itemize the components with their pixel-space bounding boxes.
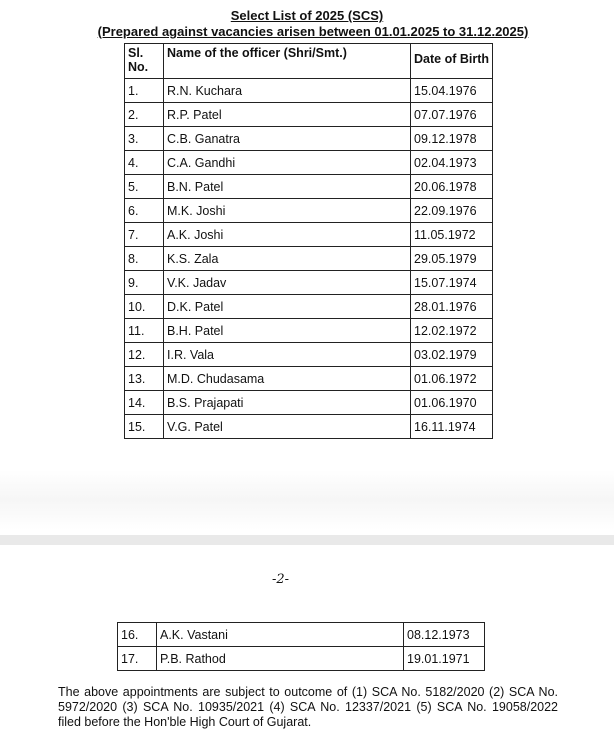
page-separator (0, 535, 614, 545)
header-date-of-birth: Date of Birth (411, 44, 493, 79)
table-row (125, 103, 493, 127)
table-row (125, 319, 493, 343)
cell-sl-no: 6. (125, 199, 164, 223)
cell-date-of-birth: 09.12.1978 (411, 127, 493, 151)
officer-list-table-continued (117, 622, 485, 671)
document-title: Select List of 2025 (SCS) (230, 8, 384, 23)
cell-sl-no: 1. (125, 79, 164, 103)
page-number: -2- (272, 572, 290, 587)
cell-officer-name: K.S. Zala (164, 247, 411, 271)
cell-sl-no: 4. (125, 151, 164, 175)
table-row (125, 79, 493, 103)
cell-sl-no: 13. (125, 367, 164, 391)
cell-sl-no: 3. (125, 127, 164, 151)
table-row (125, 343, 493, 367)
cell-date-of-birth: 15.04.1976 (411, 79, 493, 103)
table-row (125, 175, 493, 199)
cell-sl-no: 16. (118, 623, 157, 647)
scan-smudge (0, 470, 614, 530)
table-row (118, 623, 485, 647)
cell-officer-name: I.R. Vala (164, 343, 411, 367)
cell-officer-name: M.K. Joshi (164, 199, 411, 223)
cell-sl-no: 17. (118, 647, 157, 671)
cell-officer-name: A.K. Vastani (157, 623, 404, 647)
table-row (125, 151, 493, 175)
table-row (125, 271, 493, 295)
table-row (125, 295, 493, 319)
table-row (125, 247, 493, 271)
table-row (125, 223, 493, 247)
table-header-row (125, 44, 493, 79)
header-sl-no: Sl. No. (125, 44, 164, 79)
cell-officer-name: C.A. Gandhi (164, 151, 411, 175)
cell-date-of-birth: 01.06.1972 (411, 367, 493, 391)
cell-date-of-birth: 22.09.1976 (411, 199, 493, 223)
cell-sl-no: 12. (125, 343, 164, 367)
cell-sl-no: 14. (125, 391, 164, 415)
document-subtitle: (Prepared against vacancies arisen between 01.01.2025 to 31.12.2025) (97, 24, 529, 39)
cell-sl-no: 2. (125, 103, 164, 127)
cell-date-of-birth: 16.11.1974 (411, 415, 493, 439)
cell-date-of-birth: 08.12.1973 (404, 623, 485, 647)
table-row (125, 199, 493, 223)
cell-officer-name: R.P. Patel (164, 103, 411, 127)
cell-sl-no: 8. (125, 247, 164, 271)
header-officer-name: Name of the officer (Shri/Smt.) (164, 44, 411, 79)
cell-sl-no: 10. (125, 295, 164, 319)
cell-officer-name: M.D. Chudasama (164, 367, 411, 391)
cell-sl-no: 7. (125, 223, 164, 247)
cell-date-of-birth: 15.07.1974 (411, 271, 493, 295)
cell-date-of-birth: 07.07.1976 (411, 103, 493, 127)
cell-date-of-birth: 03.02.1979 (411, 343, 493, 367)
cell-officer-name: A.K. Joshi (164, 223, 411, 247)
cell-officer-name: V.K. Jadav (164, 271, 411, 295)
cell-officer-name: B.S. Prajapati (164, 391, 411, 415)
cell-date-of-birth: 01.06.1970 (411, 391, 493, 415)
cell-officer-name: R.N. Kuchara (164, 79, 411, 103)
cell-date-of-birth: 20.06.1978 (411, 175, 493, 199)
cell-officer-name: D.K. Patel (164, 295, 411, 319)
table-row (125, 391, 493, 415)
cell-officer-name: B.H. Patel (164, 319, 411, 343)
cell-sl-no: 9. (125, 271, 164, 295)
table-row (125, 367, 493, 391)
table-row (118, 647, 485, 671)
cell-date-of-birth: 29.05.1979 (411, 247, 493, 271)
cell-officer-name: C.B. Ganatra (164, 127, 411, 151)
table-row (125, 127, 493, 151)
cell-sl-no: 11. (125, 319, 164, 343)
cell-officer-name: B.N. Patel (164, 175, 411, 199)
cell-officer-name: P.B. Rathod (157, 647, 404, 671)
cell-officer-name: V.G. Patel (164, 415, 411, 439)
cell-date-of-birth: 28.01.1976 (411, 295, 493, 319)
footnote: The above appointments are subject to outcome of (1) SCA No. 5182/2020 (2) SCA No. 5972/2020 (3) SCA No. 10935/2021 (4) SCA No. 12337/2021 (5) SCA No. 19058/2022 filed before the Hon'ble High Court of Gujarat. (58, 685, 558, 729)
officer-list-table (124, 43, 493, 439)
table-row (125, 415, 493, 439)
cell-date-of-birth: 11.05.1972 (411, 223, 493, 247)
cell-date-of-birth: 12.02.1972 (411, 319, 493, 343)
cell-date-of-birth: 02.04.1973 (411, 151, 493, 175)
cell-date-of-birth: 19.01.1971 (404, 647, 485, 671)
cell-sl-no: 15. (125, 415, 164, 439)
cell-sl-no: 5. (125, 175, 164, 199)
